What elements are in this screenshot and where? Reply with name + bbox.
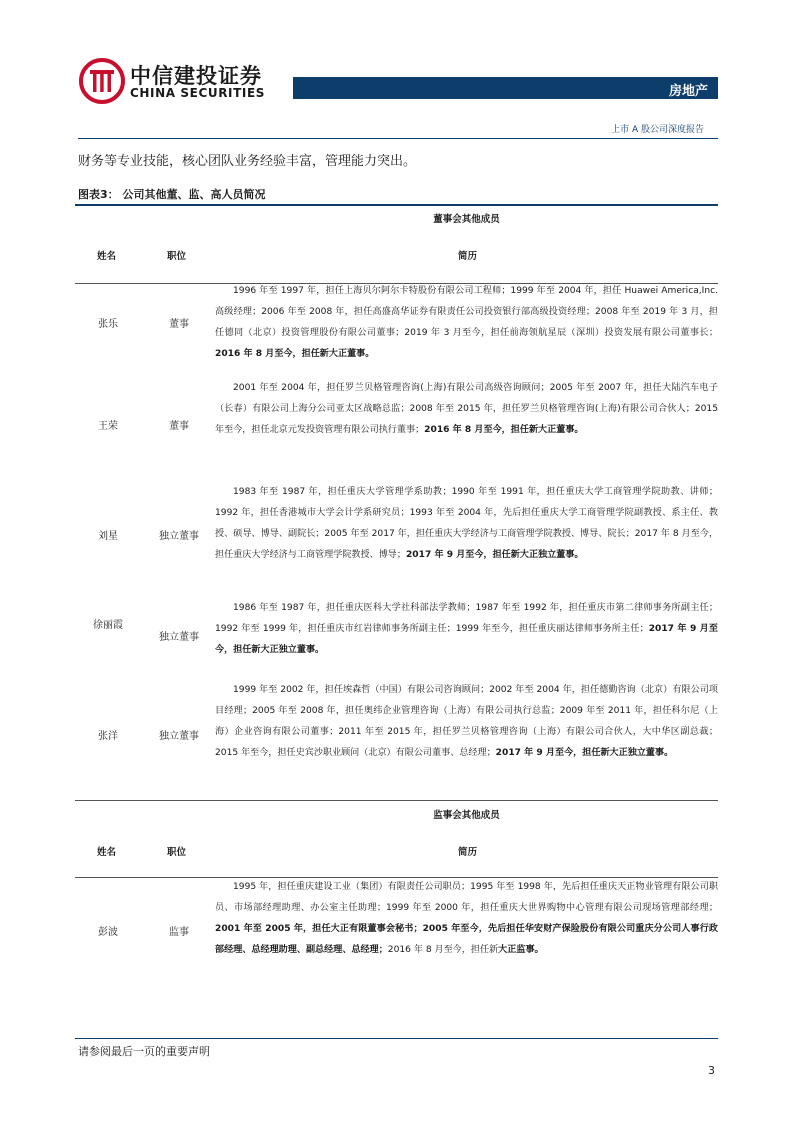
member-name: 张洋 <box>98 731 118 742</box>
figure-top-rule <box>75 204 718 206</box>
member-bio: 1983 年至 1987 年，担任重庆大学管理学系助教；1990 年至 1991 年，担任重庆大学工商管理学院助教、讲师；1992 年，担任香港城市大学会计学系研究员；1993 年至 2004 年，先后担任重庆大学工商管理学院副教授、系主任、教授、硕导、博导、副院长；2005 年至 2017 年，担任重庆大学经济与工商管理学院教授、博导、院长；2017 年 8 月至今，担任重庆大学经济与工商管理学院教授、博导；2017 年 9 月至今，担任新大正独立董事。 <box>215 487 718 560</box>
figure-title: 图表3： 公司其他董、监、高人员简况 <box>78 188 266 201</box>
supervisor-col-bio: 简历 <box>458 847 478 858</box>
report-type: 上市 A 股公司深度报告 <box>611 125 704 135</box>
brand-name-cn: 中信建投证券 <box>130 64 262 88</box>
member-name: 彭波 <box>98 927 118 938</box>
supervisor-section-title: 监事会其他成员 <box>433 810 500 821</box>
member-position: 监事 <box>169 927 189 938</box>
board-col-bio: 简历 <box>458 251 478 262</box>
member-position: 董事 <box>169 421 189 432</box>
member-name: 刘星 <box>98 531 118 542</box>
member-position: 独立董事 <box>159 531 199 542</box>
sector-band <box>293 77 718 99</box>
supervisor-col-position: 职位 <box>167 847 187 858</box>
board-col-position: 职位 <box>167 251 187 262</box>
member-bio: 1986 年至 1987 年，担任重庆医科大学社科部法学教师；1987 年至 1992 年，担任重庆市第二律师事务所副主任；1992 年至 1999 年，担任重庆市红岩律师事务所副主任；1999 年至今，担任重庆丽达律师事务所主任；2017 年 9 月至今，担任新大正独立董事。 <box>215 603 718 655</box>
member-position: 独立董事 <box>159 632 199 643</box>
member-name: 王荣 <box>98 421 118 432</box>
member-bio: 1999 年至 2002 年，担任埃森哲（中国）有限公司咨询顾问；2002 年至 2004 年，担任德勤咨询（北京）有限公司项目经理；2005 年至 2008 年，担任奥纬企业管理咨询（上海）有限公司执行总监；2009 年至 2011 年，担任科尔尼（上海）企业咨询有限公司董事；2011 年至 2015 年，担任罗兰贝格管理咨询（上海）有限公司合伙人，大中华区副总裁；2015 年至今，担任史宾沙职业顾问（北京）有限公司董事、总经理；2017 年 9 月至今，担任新大正独立董事。 <box>215 685 718 758</box>
member-bio: 2001 年至 2004 年，担任罗兰贝格管理咨询(上海)有限公司高级咨询顾问；2005 年至 2007 年，担任大陆汽车电子（长春）有限公司上海分公司亚太区战略总监；2008 年至 2015 年，担任罗兰贝格管理咨询(上海)有限公司合伙人；2015 年至今，担任北京元发投资管理有限公司执行董事；2016 年 8 月至今，担任新大正董事。 <box>215 383 718 435</box>
brand-name-en: CHINA SECURITIES <box>130 86 266 100</box>
member-bio: 1995 年，担任重庆建设工业（集团）有限责任公司职员；1995 年至 1998 年，先后担任重庆天正物业管理有限公司职员、市场部经理助理、办公室主任助理；1999 年至 2000 年，担任重庆大世界购物中心管理有限公司现场管理部经理；2001 年至 2005 年，担任大正有限董事会秘书；2005 年至今，先后担任华安财产保险股份有限公司重庆分公司人事行政部经理、总经理助理、副总经理、总经理；2016 年 8 月至今，担任新大正监事。 <box>215 882 718 955</box>
member-bio: 1996 年至 1997 年，担任上海贝尔阿尔卡特股份有限公司工程师；1999 年至 2004 年，担任 Huawei America,Inc.高级经理；2006 年至 2008 年，担任高盛高华证券有限责任公司投资银行部高级投资经理；2008 年至 2019 年 3 月，担任德同（北京）投资管理股份有限公司董事；2019 年 3 月至今，担任前海领航星辰（深圳）投资发展有限公司董事长；2016 年 8 月至今，担任新大正董事。 <box>215 286 718 359</box>
disclaimer-link[interactable]: 请参阅最后一页的重要声明 <box>78 1045 210 1058</box>
member-name: 张乐 <box>98 319 118 330</box>
member-position: 独立董事 <box>159 731 199 742</box>
footer-divider <box>75 1038 718 1039</box>
supervisor-col-name: 姓名 <box>97 847 117 858</box>
china-securities-logo-icon <box>78 57 126 105</box>
page-number: 3 <box>708 1064 715 1077</box>
board-section-bottom-rule <box>75 800 718 801</box>
member-position: 董事 <box>169 319 189 330</box>
board-section-title: 董事会其他成员 <box>433 214 500 225</box>
board-col-name: 姓名 <box>97 251 117 262</box>
sector-label: 房地产 <box>668 84 708 99</box>
intro-paragraph: 财务等专业技能，核心团队业务经验丰富，管理能力突出。 <box>78 154 417 169</box>
member-name: 徐丽霞 <box>93 620 123 631</box>
header-divider <box>78 138 718 139</box>
